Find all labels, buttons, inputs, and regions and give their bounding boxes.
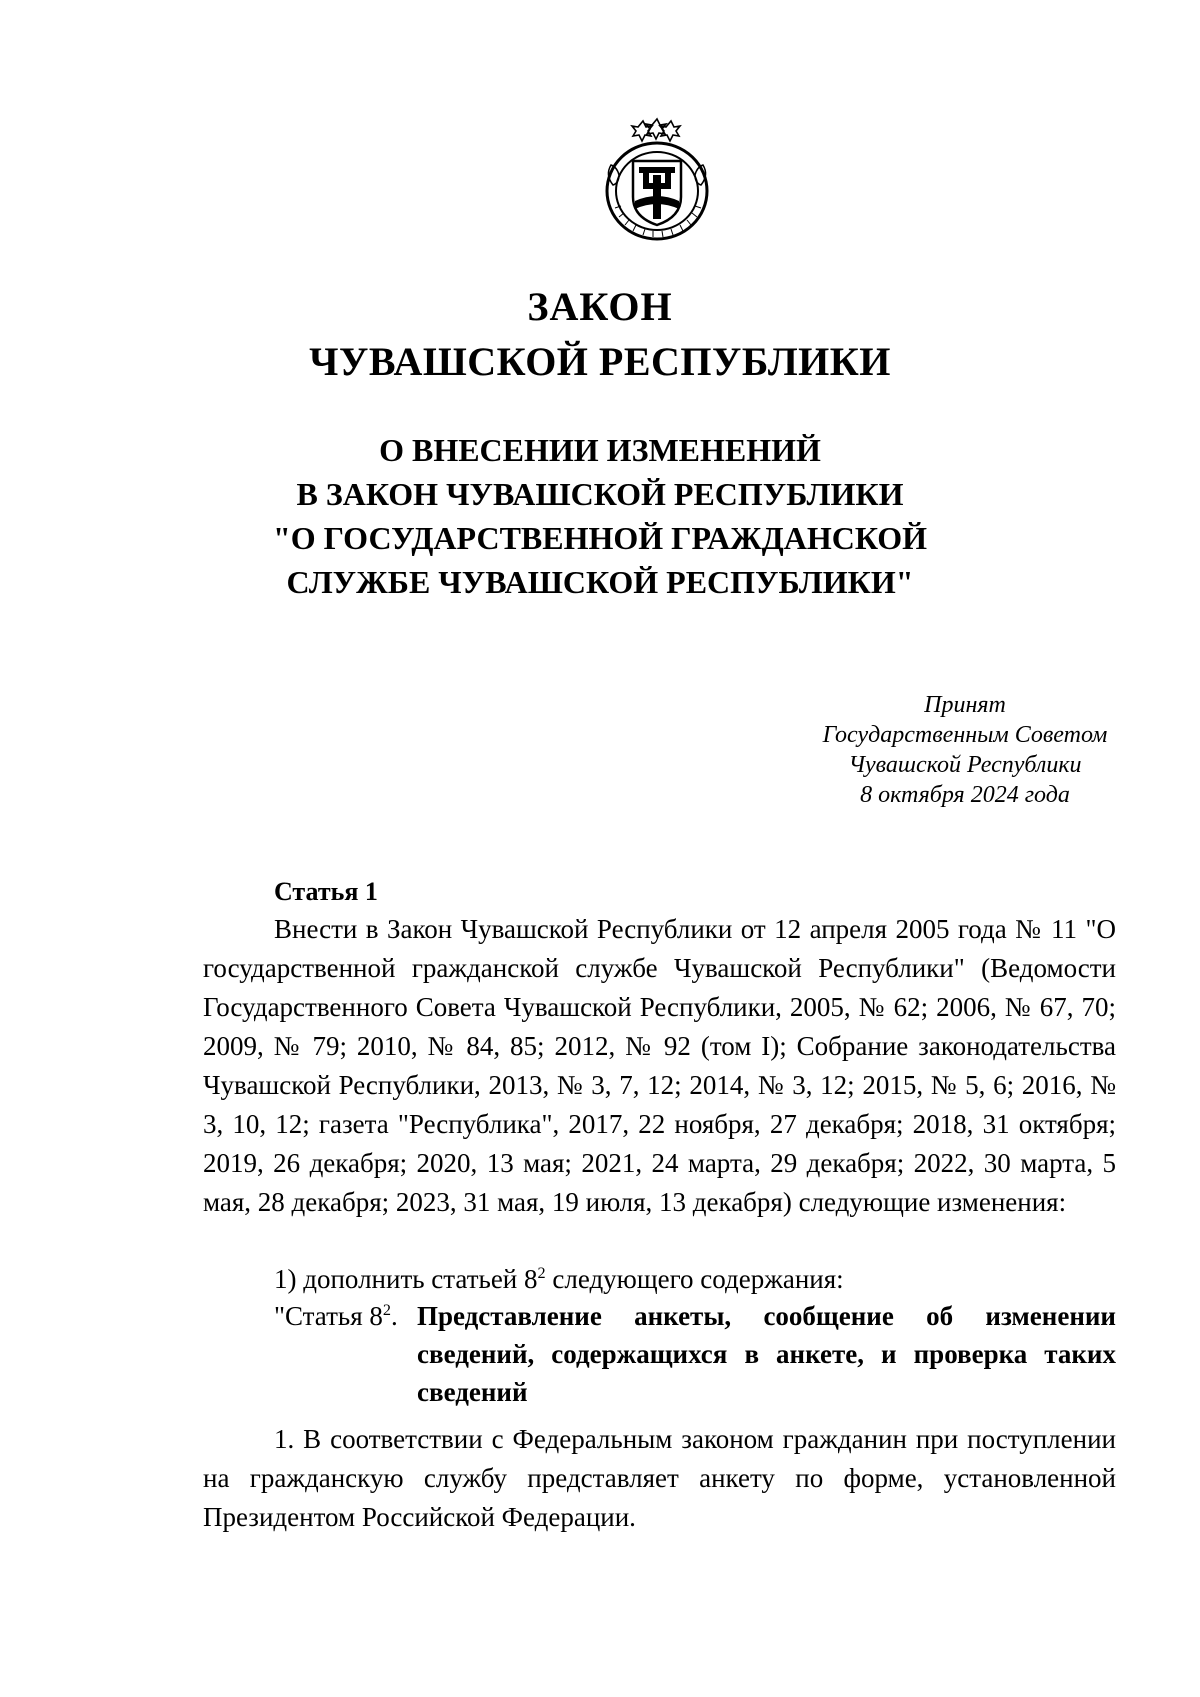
subject-line-4: СЛУЖБЕ ЧУВАШСКОЙ РЕСПУБЛИКИ" xyxy=(286,564,914,600)
intro-text: Внести в Закон Чувашской Республики от 12 апреля 2005 года № 11 "О государственной гражданской службе Чувашской Республики" (Ведомости Государственного Совета Чувашской Республики, 2005, № 62; 2006, № 67, 70; 2009, № 79; 2010, № 84, 85; 2012, № 92 (том I); Собрание законодательства Чувашской Республики, 2013, № 3, 7, 12; 2014, № 3, 12; 2015, № 5, 6; 2016, № 3, 10, 12; газета "Республика", 2017, 22 ноября, 27 декабря; 2018, 31 октября; 2019, 26 декабря; 2020, 13 мая; 2021, 24 марта, 29 декабря; 2022, 30 марта, 5 мая, 28 декабря; 2023, 31 мая, 19 июля, 13 декабря) следующие изменения: xyxy=(203,914,1116,1217)
item-1-prefix: 1) дополнить статьей 8 xyxy=(274,1264,538,1294)
new-article-label-suffix: . xyxy=(390,1301,398,1331)
subject-line-3: "О ГОСУДАРСТВЕННОЙ ГРАЖДАНСКОЙ xyxy=(272,520,928,556)
adoption-note xyxy=(785,690,1145,810)
point-1-text: 1. В соответствии с Федеральным законом гражданин при поступлении на гражданскую службу представляет анкету по форме, установленной Президентом Российской Федерации. xyxy=(203,1424,1116,1532)
point-1-paragraph xyxy=(203,1420,1116,1537)
adoption-line-3: Чувашской Республики xyxy=(848,752,1082,778)
item-1-superscript: 2 xyxy=(537,1264,546,1282)
item-1-suffix: следующего содержания: xyxy=(545,1264,844,1294)
document-type-title: ЗАКОН xyxy=(527,284,673,329)
issuer-title: ЧУВАШСКОЙ РЕСПУБЛИКИ xyxy=(309,339,891,384)
chuvash-republic-coat-of-arms-icon xyxy=(595,113,720,243)
subject-line-2: В ЗАКОН ЧУВАШСКОЙ РЕСПУБЛИКИ xyxy=(296,476,904,512)
adoption-line-2: Государственным Советом xyxy=(822,722,1108,748)
item-1-paragraph xyxy=(203,1260,1116,1299)
article-1-intro-paragraph xyxy=(203,910,1116,1222)
coat-of-arms-emblem xyxy=(595,113,720,243)
new-article-heading: Представление анкеты, сообщение об изменении сведений, содержащихся в анкете, и проверка таких сведений xyxy=(417,1301,1116,1407)
item-1-text xyxy=(203,1260,1116,1299)
adoption-date: 8 октября 2024 года xyxy=(860,782,1070,808)
article-1-heading: Статья 1 xyxy=(274,877,378,906)
new-article-label-prefix: "Статья 8 xyxy=(274,1301,383,1331)
subject-line-1: О ВНЕСЕНИИ ИЗМЕНЕНИЙ xyxy=(379,432,821,468)
law-subject-title xyxy=(0,428,1200,604)
new-article-label xyxy=(274,1297,398,1335)
adoption-line-1: Принят xyxy=(924,692,1006,718)
new-article-label-superscript: 2 xyxy=(382,1301,391,1319)
